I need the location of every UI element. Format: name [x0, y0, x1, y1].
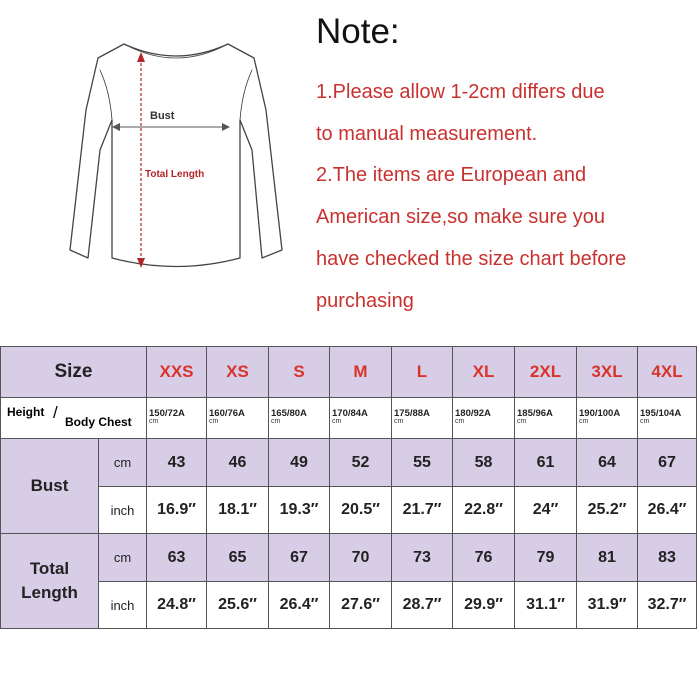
bust-cm-value: 67	[638, 439, 697, 487]
length-inch-value: 25.6″	[207, 582, 269, 629]
length-cm-value: 63	[147, 534, 207, 582]
height-chest-value: 180/92A	[455, 408, 491, 419]
length-inch-value: 31.9″	[577, 582, 638, 629]
bust-cm-row	[1, 439, 697, 487]
height-chest-cell	[577, 398, 638, 439]
length-inch-value: 26.4″	[269, 582, 330, 629]
height-chest-cell	[330, 398, 392, 439]
height-chest-unit: cm	[332, 418, 342, 425]
bust-arrow-head-right	[222, 123, 230, 131]
height-chest-unit: cm	[640, 418, 650, 425]
length-inch-row	[1, 582, 697, 629]
length-cm-row	[1, 534, 697, 582]
bust-inch-value: 20.5″	[330, 487, 392, 534]
length-cm-value: 76	[453, 534, 515, 582]
armhole-right	[240, 70, 252, 120]
length-inch-value: 31.1″	[515, 582, 577, 629]
unit-inch: inch	[99, 582, 147, 629]
total-length-measure-label: Total Length	[145, 169, 205, 180]
unit-cm: cm	[99, 534, 147, 582]
note-body	[316, 72, 700, 322]
length-cm-value: 67	[269, 534, 330, 582]
length-cm-value: 73	[392, 534, 453, 582]
bust-inch-value: 16.9″	[147, 487, 207, 534]
note-line: 1.Please allow 1-2cm differs due	[316, 81, 605, 103]
bust-cm-value: 61	[515, 439, 577, 487]
height-chest-unit: cm	[579, 418, 589, 425]
bust-cm-value: 58	[453, 439, 515, 487]
bust-inch-value: 22.8″	[453, 487, 515, 534]
height-chest-unit: cm	[517, 418, 527, 425]
length-cm-value: 83	[638, 534, 697, 582]
bust-inch-value: 26.4″	[638, 487, 697, 534]
length-arrow-head-top	[137, 52, 145, 62]
length-cm-value: 65	[207, 534, 269, 582]
size-xs: XS	[207, 347, 269, 398]
size-4xl: 4XL	[638, 347, 697, 398]
bust-cm-value: 55	[392, 439, 453, 487]
total-length-group-label	[1, 534, 99, 629]
height-chest-cell	[392, 398, 453, 439]
bust-cm-value: 43	[147, 439, 207, 487]
bust-measure-label: Bust	[150, 110, 175, 122]
size-header-row	[1, 347, 697, 398]
length-inch-value: 27.6″	[330, 582, 392, 629]
size-xl: XL	[453, 347, 515, 398]
size-xxs: XXS	[147, 347, 207, 398]
body-chest-label: Body Chest	[65, 415, 132, 429]
height-chest-row	[1, 398, 697, 439]
height-chest-value: 195/104A	[640, 408, 682, 419]
bust-inch-value: 19.3″	[269, 487, 330, 534]
height-chest-cell	[207, 398, 269, 439]
height-chest-unit: cm	[394, 418, 404, 425]
length-cm-value: 70	[330, 534, 392, 582]
note-title: Note:	[316, 12, 400, 51]
note-line: 2.The items are European and	[316, 164, 587, 187]
length-inch-value: 24.8″	[147, 582, 207, 629]
unit-cm: cm	[99, 439, 147, 487]
height-chest-value: 185/96A	[517, 408, 553, 419]
height-chest-value: 150/72A	[149, 408, 185, 419]
slash-divider: /	[53, 403, 58, 422]
height-chest-value: 165/80A	[271, 408, 307, 419]
height-chest-unit: cm	[271, 418, 281, 425]
size-header-label: Size	[1, 347, 147, 398]
shirt-outline	[70, 44, 282, 267]
armhole-left	[100, 70, 112, 120]
bust-inch-value: 21.7″	[392, 487, 453, 534]
total-length-label-line2: Length	[21, 583, 78, 602]
size-m: M	[330, 347, 392, 398]
height-chest-unit: cm	[455, 418, 465, 425]
bust-arrow-head-left	[112, 123, 120, 131]
note-line: purchasing	[316, 289, 414, 312]
size-s: S	[269, 347, 330, 398]
height-chest-value: 160/76A	[209, 408, 245, 419]
note-line: American size,so make sure you	[316, 206, 606, 229]
bust-cm-value: 46	[207, 439, 269, 487]
height-chest-cell	[638, 398, 697, 439]
height-chest-value: 190/100A	[579, 408, 621, 419]
unit-inch: inch	[99, 487, 147, 534]
height-label: Height	[7, 405, 45, 419]
height-chest-label	[1, 398, 147, 439]
length-inch-value: 32.7″	[638, 582, 697, 629]
height-chest-unit: cm	[209, 418, 219, 425]
total-length-label-line1: Total	[29, 559, 70, 578]
size-2xl: 2XL	[515, 347, 577, 398]
note-line: have checked the size chart before	[316, 247, 627, 270]
bust-inch-row	[1, 487, 697, 534]
bust-inch-value: 18.1″	[207, 487, 269, 534]
note-line: to manual measurement.	[316, 122, 538, 145]
height-chest-cell	[147, 398, 207, 439]
bust-inch-value: 25.2″	[577, 487, 638, 534]
height-chest-cell	[515, 398, 577, 439]
collar-outline	[124, 44, 228, 56]
size-l: L	[392, 347, 453, 398]
size-3xl: 3XL	[577, 347, 638, 398]
bust-cm-value: 52	[330, 439, 392, 487]
bust-cm-value: 64	[577, 439, 638, 487]
height-chest-value: 170/84A	[332, 408, 368, 419]
bust-group-label: Bust	[1, 439, 99, 534]
length-inch-value: 28.7″	[392, 582, 453, 629]
length-cm-value: 81	[577, 534, 638, 582]
shirt-illustration	[60, 18, 290, 288]
size-chart-table	[0, 346, 697, 629]
height-chest-cell	[453, 398, 515, 439]
bust-cm-value: 49	[269, 439, 330, 487]
height-chest-value: 175/88A	[394, 408, 430, 419]
length-inch-value: 29.9″	[453, 582, 515, 629]
height-chest-cell	[269, 398, 330, 439]
height-chest-unit: cm	[149, 418, 159, 425]
length-cm-value: 79	[515, 534, 577, 582]
bust-inch-value: 24″	[515, 487, 577, 534]
